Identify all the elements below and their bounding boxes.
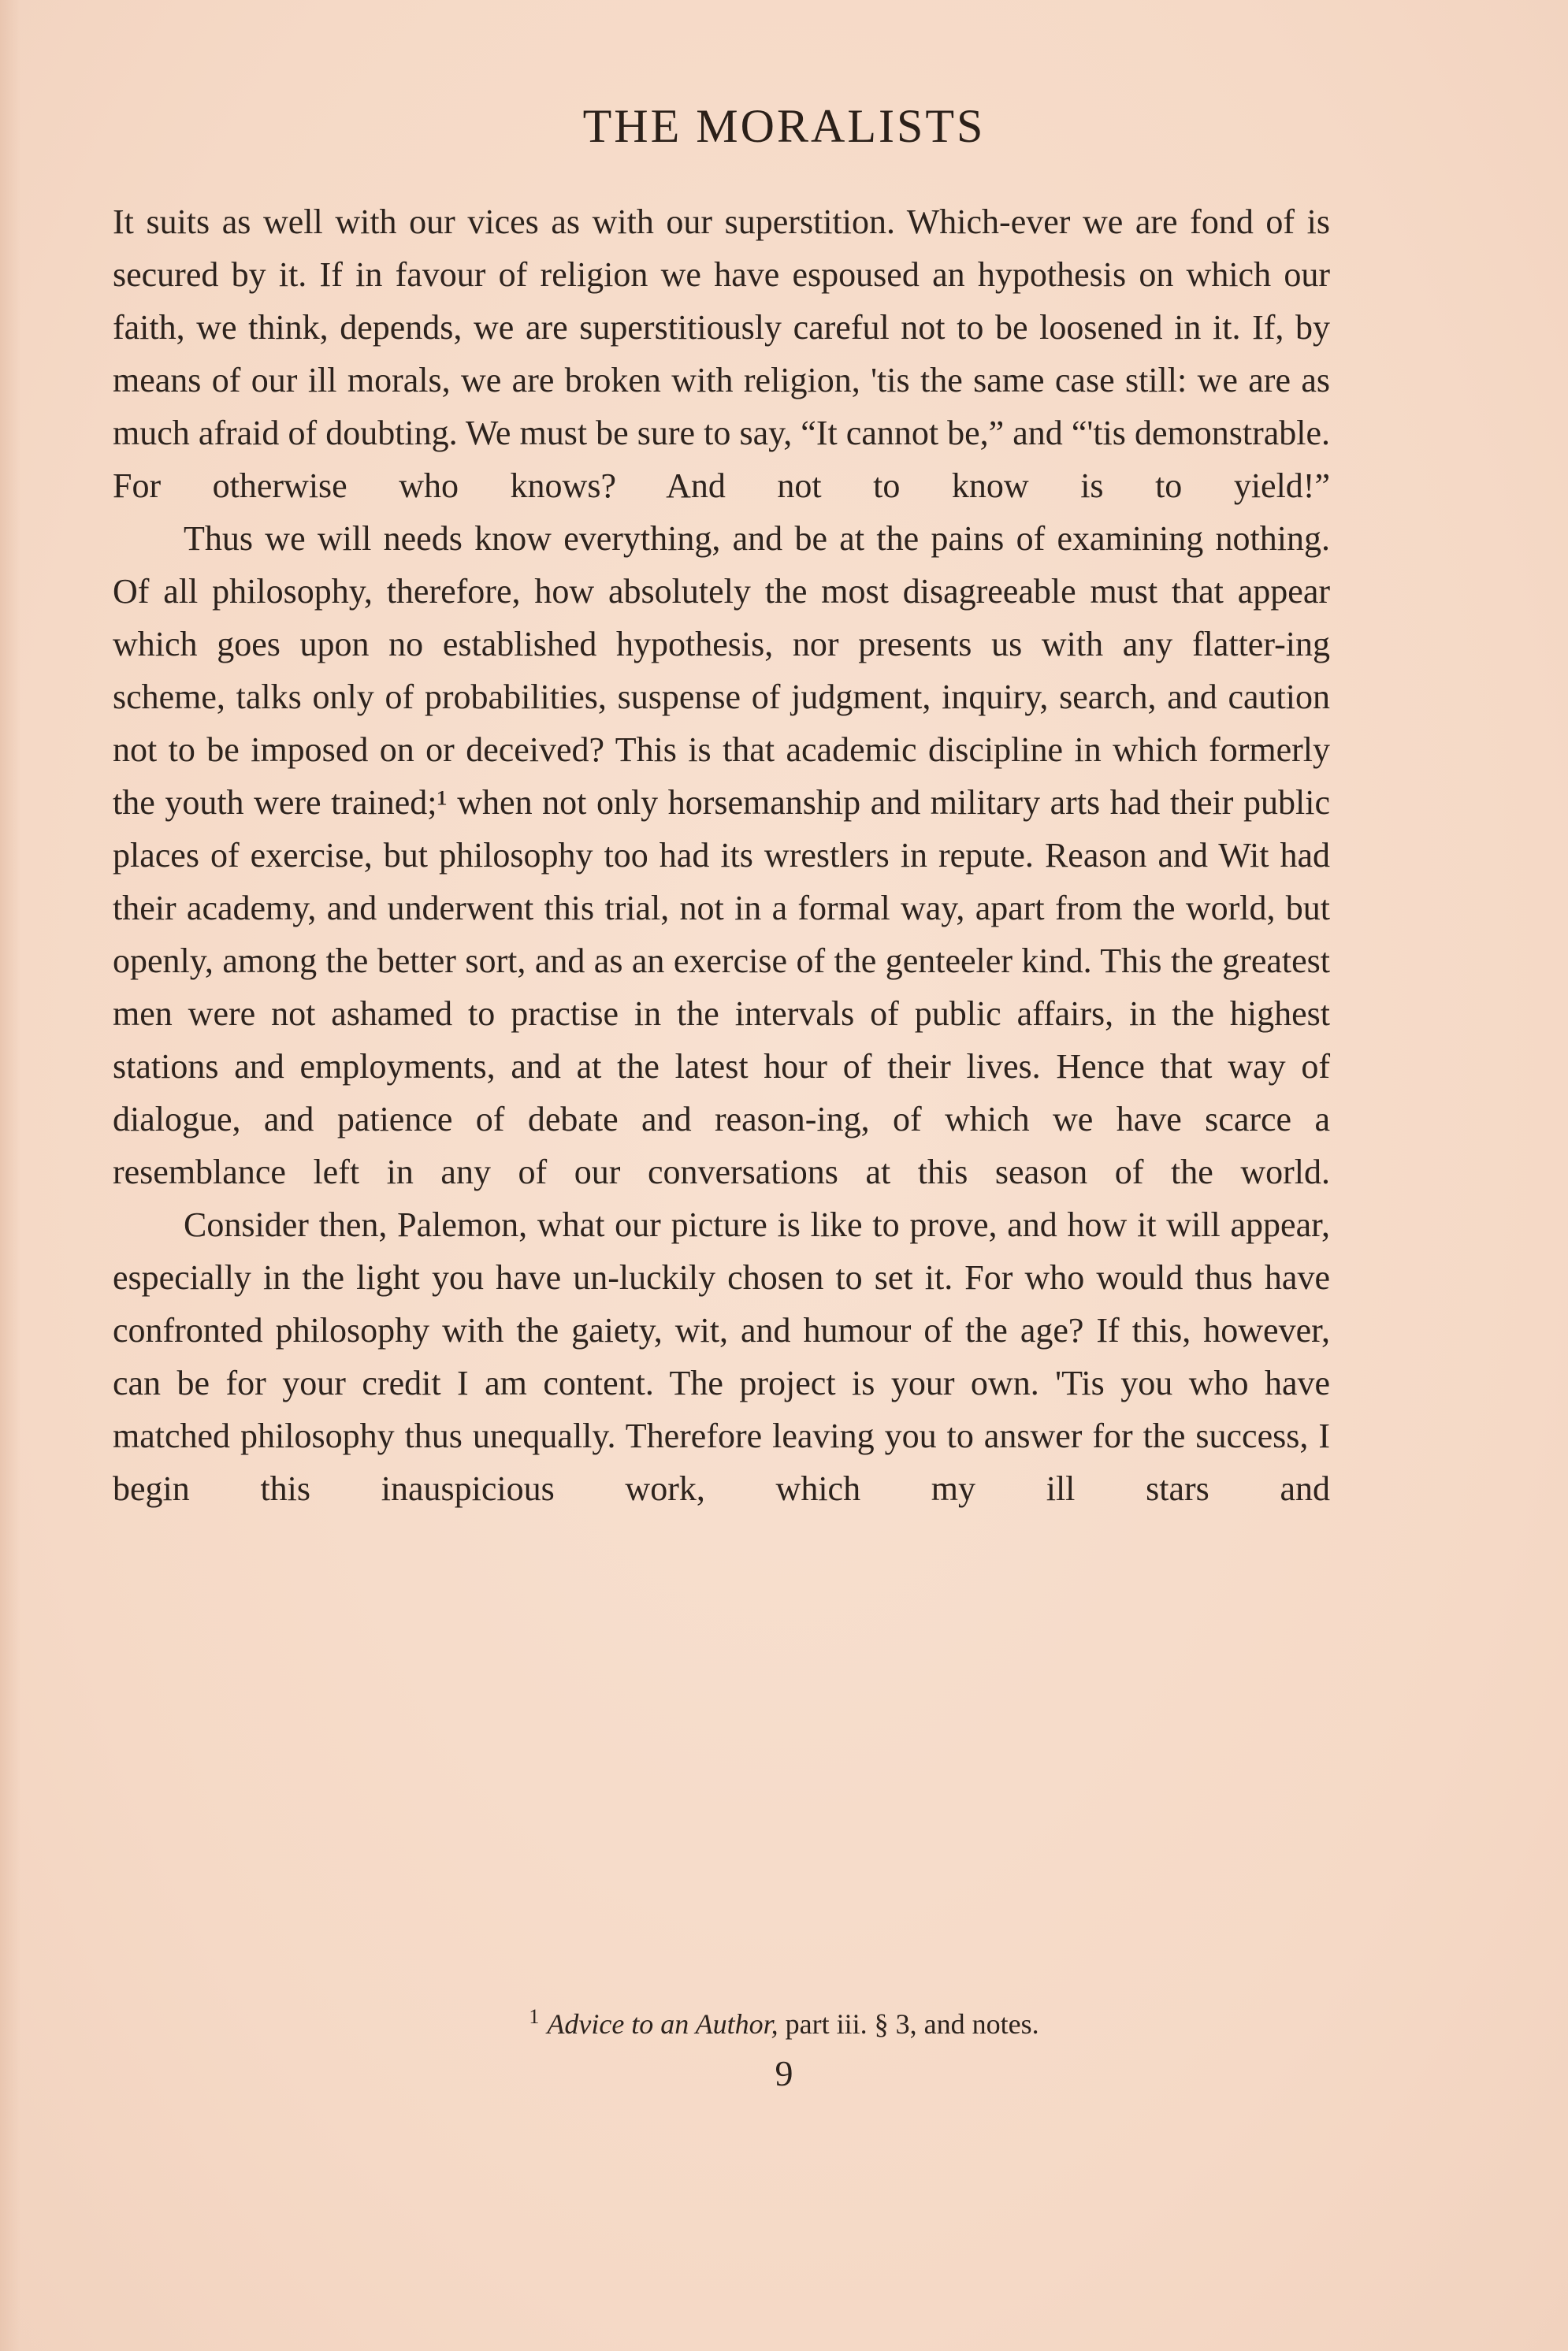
body-text	[113, 195, 1330, 1515]
paragraph-2: Thus we will needs know everything, and be at the pains of examining nothing. Of all philosophy, therefore, how absolutely the most disagreeable must that appear which goes upon no established hypothesis, nor presents us with any flatter-ing scheme, talks only of probabilities, suspense of judgment, inquiry, search, and caution not to be imposed on or deceived? This is that academic discipline in which formerly the youth were trained;¹ when not only horsemanship and military arts had their public places of exercise, but philosophy too had its wrestlers in repute. Reason and Wit had their academy, and underwent this trial, not in a formal way, apart from the world, but openly, among the better sort, and as an exercise of the genteeler kind. This the greatest men were not ashamed to practise in the intervals of public affairs, in the highest stations and employments, and at the latest hour of their lives. Hence that way of dialogue, and patience of debate and reason-ing, of which we have scarce a resemblance left in any of our conversations at this season of the world.	[113, 519, 1330, 1191]
page-number: 9	[775, 2053, 793, 2093]
page-gutter-shadow	[0, 0, 20, 2351]
footnote-mark: 1	[529, 2005, 540, 2028]
footnote-title: Advice to an Author,	[547, 2008, 778, 2040]
running-head: THE MORALISTS	[582, 100, 986, 152]
footnote-text: part iii. § 3, and notes.	[778, 2008, 1039, 2040]
footnote	[0, 2005, 1568, 2041]
paragraph-3: Consider then, Palemon, what our picture is like to prove, and how it will appear, especially in the light you have un-luckily chosen to set it. For who would thus have confronted philosophy with the gaiety, wit, and humour of the age? If this, however, can be for your credit I am content. The project is your own. 'Tis you who have matched philosophy thus unequally. Therefore leaving you to answer for the success, I begin this inauspicious work, which my ill stars and	[113, 1205, 1330, 1508]
paragraph-1: It suits as well with our vices as with our superstition. Which-ever we are fond of is secured by it. If in favour of religion we have espoused an hypothesis on which our faith, we think, depends, we are superstitiously careful not to be loosened in it. If, by means of our ill morals, we are broken with religion, 'tis the same case still: we are as much afraid of doubting. We must be sure to say, “It cannot be,” and “'tis demonstrable. For otherwise who knows? And not to know is to yield!”	[113, 202, 1330, 505]
